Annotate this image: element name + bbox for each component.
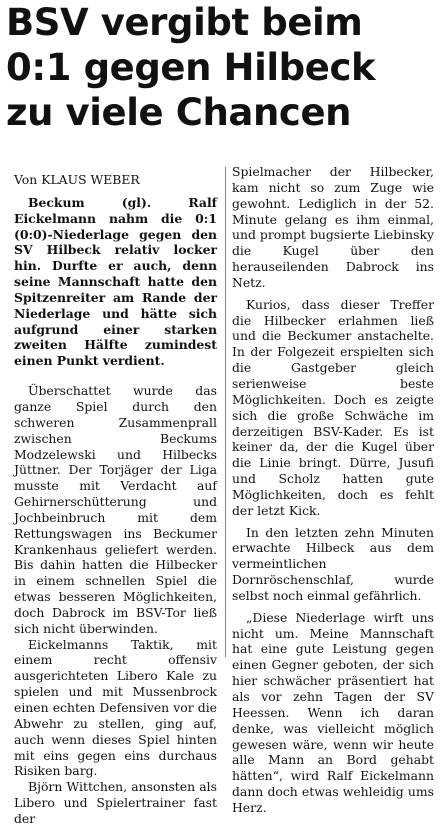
article-paragraph: Spielmacher der Hilbecker, kam nicht so zum Zuge wie gewohnt. Lediglich in der 52. Minute gelang es ihm einmal, und prompt bugsierte Liebinsky die Kugel über den herauseilenden Dabrock ins Netz. — [232, 164, 434, 290]
headline-line-3: zu viele Chancen — [6, 91, 352, 134]
article-paragraph: Björn Wittchen, ansonsten als Libero und Spielertrainer fast der — [14, 779, 217, 826]
headline-line-1: BSV vergibt beim — [6, 1, 363, 44]
article-headline — [6, 0, 436, 135]
article-paragraph: Kurios, dass dieser Treffer die Hilbecker erlahmen ließ und die Beckumer anstachelte. In der Folgezeit erspielten sich die Gastgeber gleich serienweise beste Möglichkeiten. Doch es zeigte sich die große Schwäche im derzeitigen BSV-Kader. Es ist keiner da, der die Kugel über die Linie bringt. Dürre, Jusufi und Scholz hatten gute Möglichkeiten, doch es fehlt der letzt Kick. — [232, 296, 434, 518]
article-paragraph: Überschattet wurde das ganze Spiel durch den schweren Zusammenprall zwischen Beckums Modzelewski und Hilbecks Jüttner. Der Torjäger der Liga musste mit Verdacht auf Gehirnerschütterung und Jochbeinbruch mit dem Rettungswagen ins Beckumer Krankenhaus geliefert werden. Bis dahin hatten die Hilbecker in einem schnellen Spiel die etwas besseren Möglichkeiten, doch Dabrock im BSV-Tor ließ sich nicht überwinden. — [14, 383, 217, 636]
column-divider — [225, 167, 226, 657]
article-paragraph: Eickelmanns Taktik, mit einem recht offensiv ausgerichteten Libero Kale zu spielen und mit Mussenbrock einen echten Defensiven vor die Abwehr zu stellen, ging auf, auch wenn dieses Spiel hinten mit eins gegen eins durchaus Risiken barg. — [14, 636, 217, 779]
article-paragraph: In den letzten zehn Minuten erwachte Hilbeck aus dem vermeintlichen Dornröschenschlaf, wurde selbst noch einmal gefährlich. — [232, 524, 434, 603]
article-lead: Beckum (gl). Ralf Eickelmann nahm die 0:1 (0:0)-Niederlage gegen den SV Hilbeck relativ locker hin. Durfte er auch, denn seine Mannschaft hatte den Spitzenreiter am Rande der Niederlage und hätte sich aufgrund einer starken zweiten Hälfte zumindest einen Punkt verdient. — [14, 194, 217, 369]
article-byline: Von KLAUS WEBER — [14, 172, 140, 187]
headline-line-2: 0:1 gegen Hilbeck — [6, 46, 376, 89]
article-paragraph: „Diese Niederlage wirft uns nicht um. Meine Mannschaft hat eine gute Leistung gegen einen Gegner geboten, der sich hier schwächer präsentiert hat als vor zehn Tagen der SV Heessen. Wenn ich daran denke, was vielleicht möglich gewesen wäre, wenn wir heute alle Mann an Bord gehabt hätten“, wird Ralf Eickelmann dann doch etwas wehleidig ums Herz. — [232, 609, 434, 815]
article-column-right — [232, 164, 434, 816]
article-column-left — [14, 168, 217, 827]
